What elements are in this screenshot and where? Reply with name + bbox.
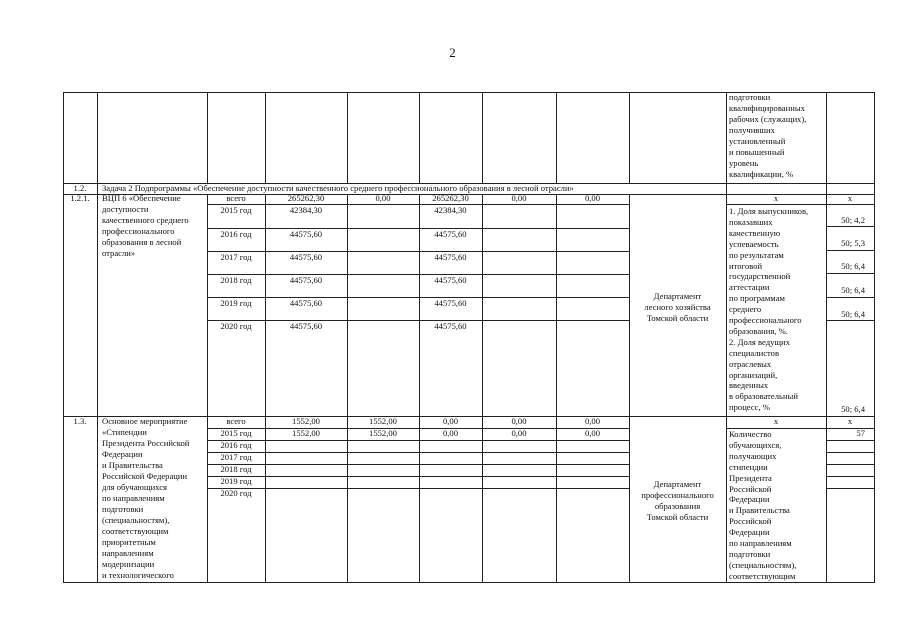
period-row-rule bbox=[207, 274, 629, 275]
activity-name-line: подготовки bbox=[102, 504, 144, 514]
value-cell-rule bbox=[826, 476, 874, 477]
cell-total: 44575,60 bbox=[289, 321, 323, 331]
indicator-line: отраслевых bbox=[729, 358, 772, 369]
cell-other: 0,00 bbox=[584, 193, 601, 203]
executor-line: Департамент bbox=[653, 291, 702, 301]
period-row-rule bbox=[207, 320, 629, 321]
indicator-line: установленный bbox=[729, 136, 786, 146]
indicator-line: Российской bbox=[729, 483, 772, 494]
period-label: 2020 год bbox=[220, 488, 252, 498]
indicator-line: и Правительства bbox=[729, 505, 790, 516]
value-cell-rule bbox=[826, 488, 874, 489]
period-label: 2018 год bbox=[220, 275, 252, 285]
executor-line: профессионального bbox=[641, 490, 714, 500]
indicator-line: по результатам bbox=[729, 249, 784, 260]
cell-reg: 265262,30 bbox=[432, 193, 469, 203]
indicator-line: квалификации, % bbox=[729, 169, 794, 179]
period-label: всего bbox=[226, 416, 246, 426]
activity-name-line: доступности bbox=[102, 204, 149, 214]
cell-total: 44575,60 bbox=[289, 229, 323, 239]
indicator-line: введенных bbox=[729, 380, 769, 391]
period-row-rule bbox=[207, 251, 629, 252]
period-label: всего bbox=[226, 193, 246, 203]
indicator-header-rule bbox=[726, 204, 874, 205]
table-rule bbox=[556, 194, 557, 582]
period-label: 2017 год bbox=[220, 452, 252, 462]
period-row-rule bbox=[207, 452, 629, 453]
activity-name-line: Президента Российской bbox=[102, 438, 190, 448]
activity-name-line: приоритетным bbox=[102, 537, 156, 547]
activity-name-line: для обучающихся bbox=[102, 482, 167, 492]
table-rule bbox=[482, 194, 483, 582]
cell-reg: 44575,60 bbox=[434, 321, 467, 331]
activity-name-line: (специальностям), bbox=[102, 515, 170, 525]
table-rule bbox=[97, 92, 98, 582]
table-rule bbox=[419, 92, 420, 183]
indicator-line: государственной bbox=[729, 271, 791, 282]
activity-name-line: Российской Федерации bbox=[102, 471, 188, 481]
cell-fed: 1552,00 bbox=[369, 416, 397, 426]
activity-name-line: ВЦП 6 «Обеспечение bbox=[102, 193, 181, 203]
table-rule bbox=[629, 194, 630, 582]
task-code: 1.2. bbox=[73, 183, 87, 193]
cell-reg: 44575,60 bbox=[434, 298, 467, 308]
indicator-line: специалистов bbox=[729, 347, 780, 358]
cell-reg: 0,00 bbox=[442, 428, 459, 438]
row-code: 1.2.1. bbox=[70, 193, 90, 203]
executor-line: Департамент bbox=[653, 479, 702, 489]
indicator-header: x bbox=[773, 193, 779, 203]
table-right-border bbox=[874, 92, 875, 582]
table-rule bbox=[826, 92, 827, 582]
indicator-line: профессионального bbox=[729, 315, 802, 325]
indicator-value: 50; 5,3 bbox=[841, 238, 865, 248]
cell-reg: 44575,60 bbox=[434, 252, 467, 262]
indicator-line: итоговой bbox=[729, 260, 763, 271]
value-cell-rule bbox=[826, 440, 874, 441]
activity-name-line: «Стипендии bbox=[102, 427, 147, 437]
indicator-line: Федерации bbox=[729, 494, 770, 505]
indicator-line: рабочих (служащих), bbox=[729, 114, 807, 124]
value-header: x bbox=[847, 193, 853, 203]
cell-fed: 0,00 bbox=[375, 193, 391, 203]
table-rule bbox=[347, 194, 348, 582]
indicator-line: уровень bbox=[729, 158, 759, 168]
period-label: 2017 год bbox=[220, 252, 252, 262]
value-cell-rule bbox=[826, 464, 874, 465]
period-row-rule bbox=[207, 204, 629, 205]
executor-line: Томской области bbox=[646, 313, 709, 323]
page-number: 2 bbox=[449, 45, 456, 60]
indicator-line: качественную bbox=[729, 227, 781, 238]
indicator-line: образования, %. bbox=[729, 325, 788, 336]
indicator-value: 50; 6,4 bbox=[841, 285, 865, 295]
period-label: 2019 год bbox=[220, 298, 252, 308]
period-row-rule bbox=[207, 297, 629, 298]
cell-total: 44575,60 bbox=[289, 252, 323, 262]
cell-loc: 0,00 bbox=[511, 428, 527, 438]
cell-reg: 44575,60 bbox=[434, 275, 467, 285]
table-rule bbox=[482, 92, 483, 183]
indicator-line: показавших bbox=[729, 216, 773, 227]
indicator-line: получивших bbox=[729, 125, 775, 135]
indicator-header: x bbox=[773, 416, 779, 426]
period-row-rule bbox=[207, 488, 629, 489]
indicator-line: успеваемость bbox=[729, 238, 779, 249]
cell-total: 42384,30 bbox=[289, 205, 323, 215]
activity-name-line: Основное мероприятие bbox=[102, 416, 188, 426]
indicator-line: организаций, bbox=[729, 369, 778, 380]
executor-line: лесного хозяйства bbox=[644, 302, 711, 312]
cell-reg: 44575,60 bbox=[434, 229, 467, 239]
executor-line: образования bbox=[654, 501, 701, 511]
cell-total: 1552,00 bbox=[292, 416, 320, 426]
activity-name-line: образования в лесной bbox=[102, 237, 182, 247]
indicator-line: обучающихся, bbox=[729, 439, 782, 450]
executor-line: Томской области bbox=[646, 512, 709, 522]
period-row-rule bbox=[207, 440, 629, 441]
table-rule bbox=[265, 92, 266, 183]
cell-other: 0,00 bbox=[584, 416, 601, 426]
value-cell-rule bbox=[826, 297, 874, 298]
indicator-line: процесс, % bbox=[729, 402, 770, 413]
table-rule bbox=[207, 92, 208, 183]
indicator-line: (специальностям), bbox=[729, 559, 797, 570]
indicator-value: 50; 6,4 bbox=[841, 404, 865, 414]
period-label: 2018 год bbox=[220, 464, 252, 474]
table-left-border bbox=[63, 92, 64, 582]
indicator-value: 50; 6,4 bbox=[841, 261, 865, 271]
table-rule bbox=[629, 92, 630, 183]
indicator-line: Президента bbox=[729, 472, 772, 483]
period-label: 2016 год bbox=[220, 229, 252, 239]
cell-loc: 0,00 bbox=[511, 193, 527, 203]
activity-name-line: Федерации bbox=[102, 449, 143, 459]
value-cell-rule bbox=[826, 452, 874, 453]
period-label: 2019 год bbox=[220, 476, 252, 486]
indicator-line: в образовательный bbox=[729, 391, 798, 402]
indicator-line: подготовки bbox=[729, 92, 771, 102]
value-cell-rule bbox=[826, 250, 874, 251]
period-row-rule bbox=[207, 464, 629, 465]
cell-fed: 1552,00 bbox=[369, 428, 397, 438]
period-row-rule bbox=[207, 476, 629, 477]
indicator-line: аттестации bbox=[729, 282, 770, 293]
indicator-line: по программам bbox=[729, 293, 785, 304]
table-rule bbox=[556, 92, 557, 183]
indicator-line: 1. Доля выпускников, bbox=[729, 206, 809, 216]
cell-reg: 0,00 bbox=[442, 416, 459, 426]
indicator-line: стипендии bbox=[729, 461, 768, 472]
activity-name-line: отрасли» bbox=[102, 248, 136, 258]
cell-other: 0,00 bbox=[584, 428, 601, 438]
indicator-line: и повышенный bbox=[729, 147, 785, 157]
activity-name-line: и технологического bbox=[102, 570, 174, 580]
indicator-line: по направлениям bbox=[729, 538, 792, 548]
activity-name-line: и Правительства bbox=[102, 460, 163, 470]
activity-name-line: по направлениям bbox=[102, 493, 165, 503]
period-label: 2015 год bbox=[220, 428, 252, 438]
indicator-line: соответствующим bbox=[729, 570, 796, 581]
cell-total: 1552,00 bbox=[292, 428, 320, 438]
cell-loc: 0,00 bbox=[511, 416, 527, 426]
activity-name-line: соответствующим bbox=[102, 526, 169, 536]
indicator-line: подготовки bbox=[729, 548, 771, 559]
value-cell-rule bbox=[826, 226, 874, 227]
indicator-line: Количество bbox=[729, 429, 772, 439]
indicator-value: 57 bbox=[856, 428, 865, 438]
indicator-value: 50; 6,4 bbox=[841, 309, 865, 319]
indicator-line: 2. Доля ведущих bbox=[729, 336, 790, 347]
activity-name-line: профессионального bbox=[102, 226, 175, 236]
cell-total: 44575,60 bbox=[289, 298, 323, 308]
row-code: 1.3. bbox=[73, 416, 87, 426]
table-rule bbox=[726, 92, 727, 582]
indicator-value: 50; 4,2 bbox=[841, 215, 865, 225]
indicator-line: Российской bbox=[729, 516, 772, 527]
indicator-line: среднего bbox=[729, 304, 762, 315]
activity-name-line: направлениям bbox=[102, 548, 154, 558]
value-header: x bbox=[847, 416, 853, 426]
indicator-line: Федерации bbox=[729, 527, 770, 538]
indicator-line: квалифицированных bbox=[729, 103, 805, 113]
activity-name-line: модернизации bbox=[102, 559, 155, 569]
table-rule bbox=[347, 92, 348, 183]
task-text: Задача 2 Подпрограммы «Обеспечение доступности качественного среднего профессионального образования в лесной отрасли» bbox=[102, 183, 574, 193]
period-label: 2016 год bbox=[220, 440, 252, 450]
cell-reg: 42384,30 bbox=[434, 205, 467, 215]
cell-total: 44575,60 bbox=[289, 275, 323, 285]
period-label: 2015 год bbox=[220, 205, 252, 215]
table-bottom-border bbox=[63, 582, 875, 583]
activity-name-line: качественного среднего bbox=[102, 215, 189, 225]
value-cell-rule bbox=[826, 320, 874, 321]
period-row-rule bbox=[207, 228, 629, 229]
cell-total: 265262,30 bbox=[287, 193, 325, 203]
indicator-line: получающих bbox=[729, 450, 777, 461]
period-label: 2020 год bbox=[220, 321, 252, 331]
value-cell-rule bbox=[826, 273, 874, 274]
